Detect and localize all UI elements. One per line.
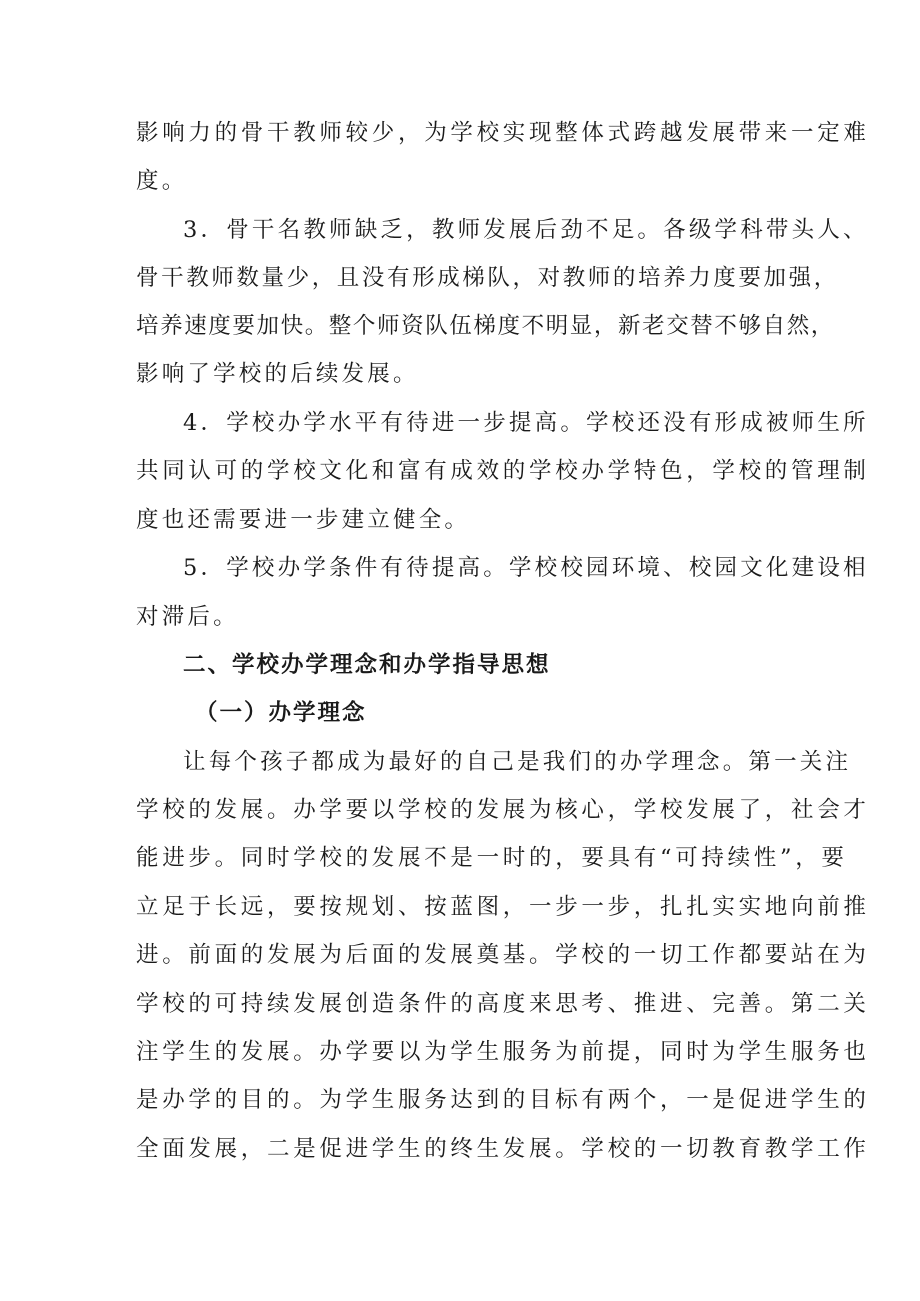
body-text-line: 度。 [136,168,188,194]
body-text-line: 学校的发展。办学要以学校的发展为核心，学校发展了，社会才 [136,797,870,823]
body-text-line: 全面发展，二是促进学生的终生发展。学校的一切教育教学工作 [136,1136,870,1162]
body-text-line: 注学生的发展。办学要以为学生服务为前提，同时为学生服务也 [136,1039,870,1065]
paragraph-first-line: 让每个孩子都成为最好的自己是我们的办学理念。第一关注 [183,749,852,775]
body-text-line: 共同认可的学校文化和富有成效的学校办学特色，学校的管理制 [136,458,870,484]
body-text-line: 立足于长远，要按规划、按蓝图，一步一步，扎扎实实地向前推 [136,894,870,920]
body-text-line: 度也还需要进一步建立健全。 [136,507,471,533]
list-item-3-line: 3．骨干名教师缺乏，教师发展后劲不足。各级学科带头人、 [183,217,869,243]
body-text-line: 是办学的目的。为学生服务达到的目标有两个，一是促进学生的 [136,1087,870,1113]
body-text-line: 学校的可持续发展创造条件的高度来思考、推进、完善。第二关 [136,991,870,1017]
subsection-heading: （一）办学理念 [195,700,367,726]
body-text-line: 培养速度要加快。整个师资队伍梯度不明显，新老交替不够自然， [136,313,835,339]
body-text-line: 影响力的骨干教师较少，为学校实现整体式跨越发展带来一定难 [136,120,870,146]
list-item-5-line: 5．学校办学条件有待提高。学校校园环境、校园文化建设相 [183,555,869,581]
section-heading: 二、学校办学理念和办学指导思想 [183,652,551,678]
body-text-line: 进。前面的发展为后面的发展奠基。学校的一切工作都要站在为 [136,942,870,968]
body-text-line: 影响了学校的后续发展。 [136,361,419,387]
body-text-line: 骨干教师数量少，且没有形成梯队，对教师的培养力度要加强， [136,265,839,291]
body-text-line: 能进步。同时学校的发展不是一时的，要具有“可持续性”，要 [136,845,848,871]
list-item-4-line: 4．学校办学水平有待进一步提高。学校还没有形成被师生所 [183,410,869,436]
body-text-line: 对滞后。 [136,604,239,630]
